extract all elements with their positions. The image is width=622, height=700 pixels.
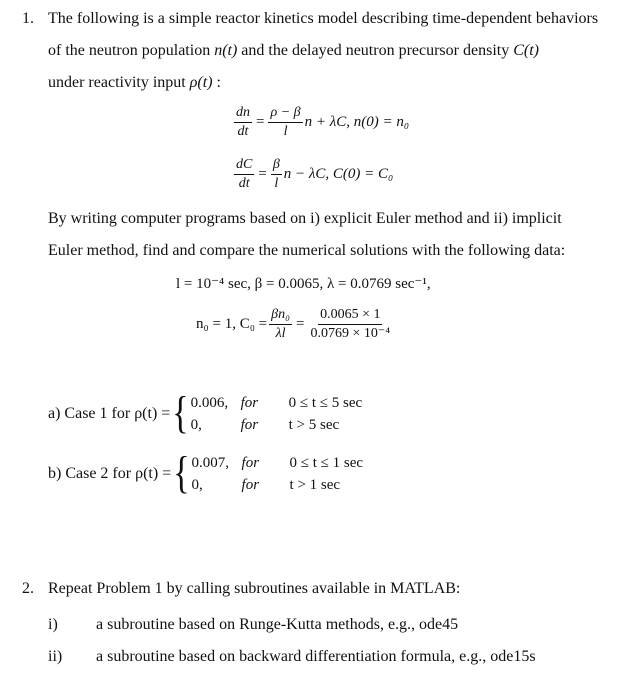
equation-dC-dt: $\frac{dC}{dt}$ = $\frac{\beta}{l}$ n − λC, C(0) = C₀ xyxy=(236,157,394,191)
list-item-mark: ii) xyxy=(48,648,63,665)
list-item-text: a subroutine based on Runge-Kutta methods, e.g., ode45 xyxy=(96,616,459,633)
problem-1-number: 1. xyxy=(22,10,34,27)
data-line-constants: l = 10⁻⁴ sec, β = 0.0065, λ = 0.0769 sec⁻¹, xyxy=(176,276,431,292)
problem-2-text: Repeat Problem 1 by calling subroutines available in MATLAB: xyxy=(48,580,461,597)
problem-2-number: 2. xyxy=(22,580,34,597)
data-line-initial-values: n₀ = 1, C₀ = $\frac{\text{βn₀}}{\lambda l}$ = $\frac{0.0065 \times 1}{\text{0.0769 × 10⁻⁴}}$ xyxy=(196,307,391,341)
problem-1-line-2: of the neutron population n(t) and the delayed neutron precursor density C(t) xyxy=(48,42,539,59)
problem-1-line-3: under reactivity input ρ(t) : xyxy=(48,74,221,91)
list-item-mark: i) xyxy=(48,616,58,633)
equation-dn-dt: $\frac{dn}{dt}$ = $\frac{\rho - \beta}{l}$ n + λC, n(0) = n₀ xyxy=(236,105,410,139)
list-item-text: a subroutine based on backward differentiation formula, e.g., ode15s xyxy=(96,648,536,665)
problem-1-line-1: The following is a simple reactor kinetics model describing time-dependent behaviors xyxy=(48,10,599,27)
case-2: b) Case 2 for ρ(t) = { 0.007, for 0 ≤ t ≤ 1 sec 0, for t > 1 sec xyxy=(48,448,364,499)
problem-1-paragraph-line-1: By writing computer programs based on i) explicit Euler method and ii) implicit xyxy=(48,210,562,227)
problem-1-paragraph-line-2: Euler method, find and compare the numerical solutions with the following data: xyxy=(48,242,566,259)
case-1: a) Case 1 for ρ(t) = { 0.006, for 0 ≤ t ≤ 5 sec 0, for t > 5 sec xyxy=(48,388,363,439)
